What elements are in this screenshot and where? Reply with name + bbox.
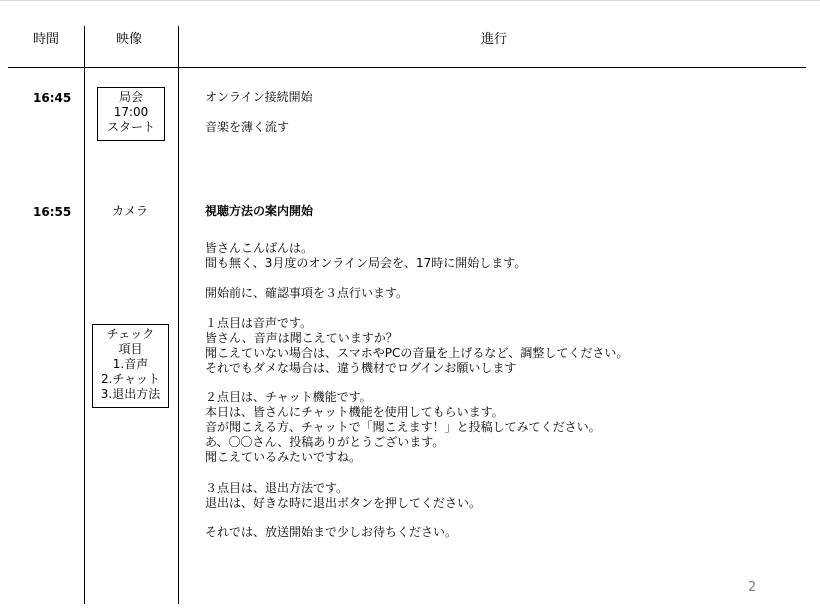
script-paragraph bbox=[205, 525, 457, 540]
video-box-line: 2.チャット bbox=[100, 372, 161, 386]
script-line: 間も無く、3月度のオンライン局会を、17時に開始します。 bbox=[205, 256, 527, 270]
video-box-line: スタート bbox=[106, 120, 155, 134]
script-line: 皆さんこんばんは。 bbox=[205, 241, 314, 255]
column-divider-1 bbox=[84, 26, 85, 604]
video-box-line: 1.音声 bbox=[112, 357, 149, 371]
script-line: あ、〇〇さん、投稿ありがとうございます。 bbox=[205, 435, 445, 449]
header-progress: 進行 bbox=[481, 32, 508, 47]
script-paragraph bbox=[205, 316, 628, 376]
script-line: 聞こえていない場合は、スマホやPCの音量を上げるなど、調整してください。 bbox=[205, 346, 629, 360]
script-paragraph bbox=[205, 286, 408, 301]
row2-video-label: カメラ bbox=[112, 204, 149, 218]
script-line: ２点目は、チャット機能です。 bbox=[205, 390, 372, 404]
row2-heading: 視聴方法の案内開始 bbox=[205, 204, 314, 218]
script-line: 皆さん、音声は聞こえていますか？ bbox=[205, 331, 398, 345]
video-box-line: 3.退出方法 bbox=[100, 387, 161, 401]
header-video: 映像 bbox=[116, 32, 143, 47]
top-border bbox=[0, 0, 820, 1]
row1-line-1: オンライン接続開始 bbox=[205, 90, 313, 104]
script-line: それでもダメな場合は、違う機材でログインお願いします bbox=[205, 361, 517, 375]
script-paragraph bbox=[205, 390, 601, 465]
column-divider-2 bbox=[178, 26, 179, 604]
row2-video-box bbox=[92, 324, 169, 408]
row1-video-box bbox=[97, 87, 165, 141]
script-line: １点目は音声です。 bbox=[205, 316, 313, 330]
row2-time: 16:55 bbox=[33, 205, 72, 219]
header-time: 時間 bbox=[33, 32, 60, 47]
script-line: それでは、放送開始まで少しお待ちください。 bbox=[205, 525, 458, 539]
video-box-line: 項目 bbox=[118, 342, 143, 356]
script-line: 聞こえているみたいですね。 bbox=[205, 450, 362, 464]
video-box-line: チェック bbox=[106, 327, 155, 341]
page-number: 2 bbox=[748, 580, 757, 595]
script-line: 本日は、皆さんにチャット機能を使用してもらいます。 bbox=[205, 405, 504, 419]
script-paragraph bbox=[205, 241, 526, 271]
row1-time: 16:45 bbox=[33, 91, 72, 105]
script-line: 退出は、好きな時に退出ボタンを押してください。 bbox=[205, 496, 482, 510]
script-line: 開始前に、確認事項を３点行います。 bbox=[205, 286, 409, 300]
row1-line-2: 音楽を薄く流す bbox=[205, 120, 290, 134]
script-line: 音が聞こえる方、チャットで「聞こえます！」と投稿してみてください。 bbox=[205, 420, 601, 434]
video-box-line: 局会 bbox=[118, 90, 143, 104]
header-divider bbox=[8, 67, 806, 68]
video-box-line: 17:00 bbox=[113, 105, 149, 119]
script-line: ３点目は、退出方法です。 bbox=[205, 481, 349, 495]
script-paragraph bbox=[205, 481, 481, 511]
